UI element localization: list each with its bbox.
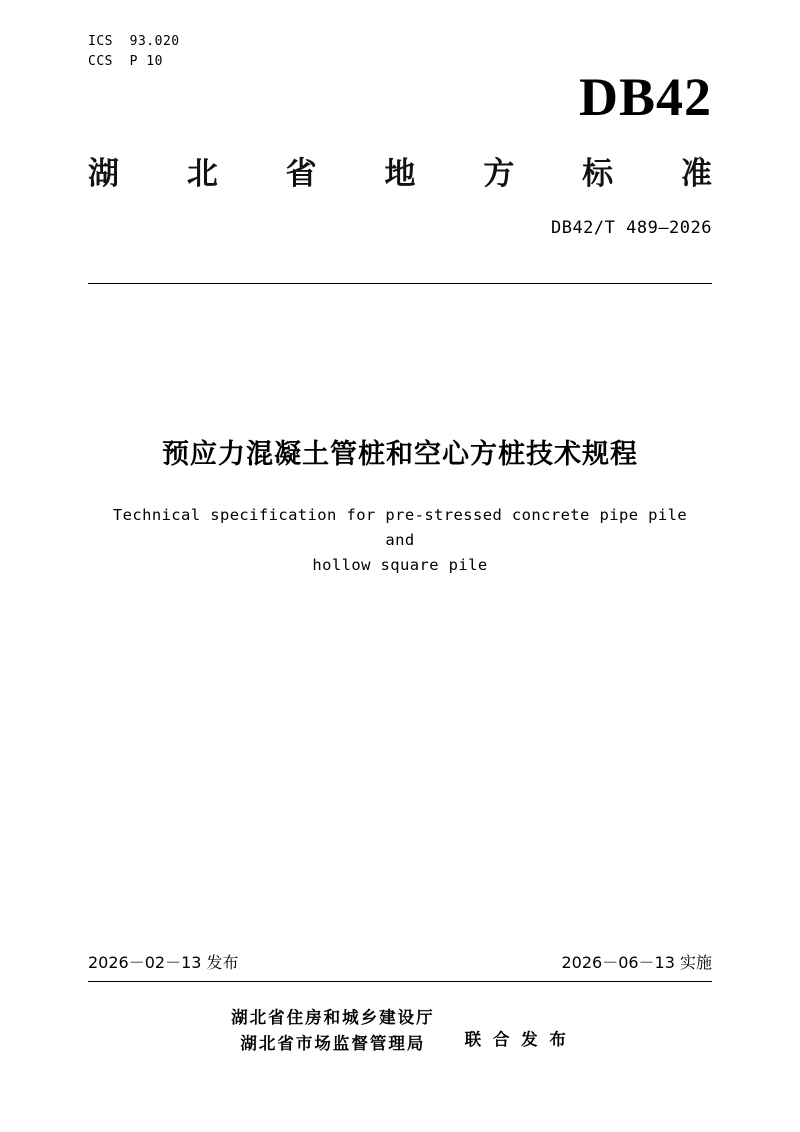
document-title-english-line1: Technical specification for pre-stressed concrete pipe pile and — [112, 506, 688, 549]
series-char-6: 准 — [680, 156, 712, 192]
ccs-code: CCS P 10 — [88, 54, 163, 69]
publisher-line-2: 湖北省市场监督管理局 — [240, 1034, 426, 1053]
series-char-2: 省 — [285, 156, 317, 192]
ics-ccs-block — [88, 32, 180, 72]
series-char-3: 地 — [384, 156, 416, 192]
db42-logo: DB42 — [578, 67, 712, 127]
standard-number: DB42/T 489—2026 — [550, 218, 712, 238]
date-row — [88, 950, 712, 973]
publisher-line-1: 湖北省住房和城乡建设厅 — [231, 1008, 435, 1027]
publisher-block — [88, 1005, 712, 1057]
effective-date: 2026－06－13 实施 — [561, 953, 712, 972]
document-title-english-line2: hollow square pile — [312, 556, 488, 574]
series-char-4: 方 — [483, 156, 515, 192]
document-title-chinese: 预应力混凝土管桩和空心方桩技术规程 — [162, 439, 638, 470]
publisher-names — [231, 1005, 435, 1057]
document-title-english — [100, 503, 700, 578]
footer-divider — [88, 981, 712, 982]
ics-code: ICS 93.020 — [88, 34, 180, 49]
series-char-0: 湖 — [88, 156, 119, 192]
issue-date: 2026－02－13 发布 — [88, 953, 239, 972]
standard-series-title — [88, 148, 712, 193]
series-char-1: 北 — [186, 156, 218, 192]
header-divider — [88, 283, 712, 284]
series-char-5: 标 — [582, 156, 614, 192]
joint-issue-label: 联 合 发 布 — [464, 1030, 569, 1049]
